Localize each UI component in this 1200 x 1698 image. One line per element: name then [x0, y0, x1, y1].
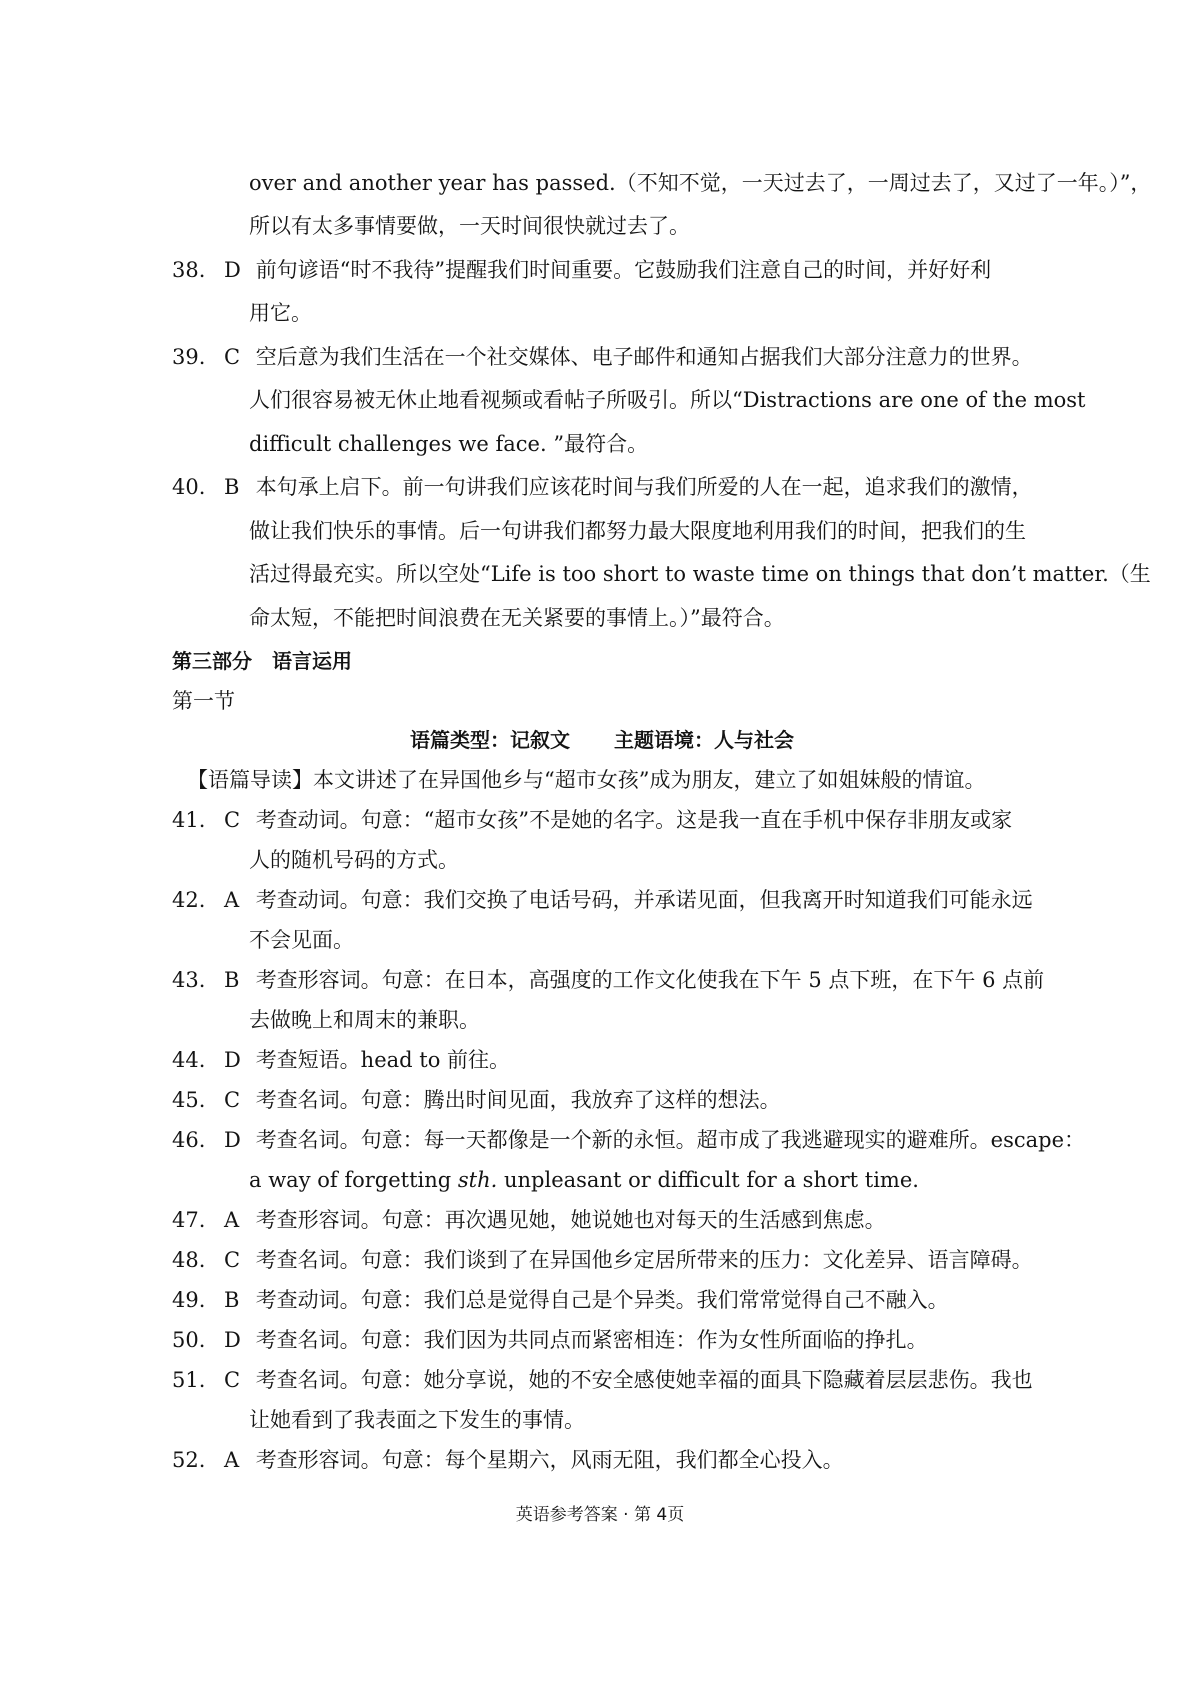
text-line: 命太短，不能把时间浪费在无关紧要的事情上。）”最符合。 [249, 606, 785, 630]
item-number: 39. [172, 345, 206, 369]
passage-intro: 【语篇导读】本文讲述了在异国他乡与“超市女孩”成为朋友，建立了如姐妹般的情谊。 [187, 768, 986, 792]
item-explanation: 考查名词。句意：每一天都像是一个新的永恒。超市成了我逃避现实的避难所。escape： [255, 1128, 1086, 1152]
answer-item-49 [172, 1285, 1032, 1315]
item-answer: B [224, 1288, 240, 1312]
item-number: 45. [172, 1088, 206, 1112]
page-footer: 英语参考答案 · 第 4页 [515, 1505, 685, 1525]
text-line: 用它。 [249, 301, 312, 325]
text-line: 让她看到了我表面之下发生的事情。 [249, 1408, 585, 1432]
item-explanation: 考查动词。句意：我们交换了电话号码，并承诺见面，但我离开时知道我们可能永远 [255, 888, 1033, 912]
item-explanation: 考查名词。句意：她分享说，她的不安全感使她幸福的面具下隐藏着层层悲伤。我也 [255, 1368, 1033, 1392]
item-explanation: 空后意为我们生活在一个社交媒体、电子邮件和通知占据我们大部分注意力的世界。 [255, 345, 1033, 369]
answer-item-45 [172, 1085, 1032, 1115]
item-answer: A [224, 1448, 240, 1472]
item-number: 44. [172, 1048, 206, 1072]
item-explanation: 考查形容词。句意：在日本，高强度的工作文化使我在下午 5 点下班，在下午 6 点前 [255, 968, 1045, 992]
passage-info [172, 725, 1032, 755]
text-line: 活过得最充实。所以空处“Life is too short to waste time on things that don’t matter.（生 [249, 562, 1151, 586]
item-answer: C [224, 345, 241, 369]
item-number: 52. [172, 1448, 206, 1472]
part-heading: 第三部分 语言运用 [172, 649, 352, 673]
item-explanation: 考查名词。句意：我们因为共同点而紧密相连：作为女性所面临的挣扎。 [255, 1328, 928, 1352]
answer-item-48 [172, 1245, 1032, 1275]
answer-item-43 [172, 965, 1045, 995]
item-answer: D [224, 258, 241, 282]
item-number: 42. [172, 888, 206, 912]
item-number: 43. [172, 968, 206, 992]
item-number: 38. [172, 258, 206, 282]
answer-item-42 [172, 885, 1032, 915]
item-answer: D [224, 1128, 241, 1152]
answer-item-40 [172, 472, 1032, 502]
item-number: 50. [172, 1328, 206, 1352]
passage-type: 语篇类型：记叙文 [410, 728, 570, 752]
item-answer: C [224, 808, 241, 832]
item-answer: D [224, 1048, 241, 1072]
item-number: 41. [172, 808, 206, 832]
answer-item-41 [172, 805, 1032, 835]
passage-theme: 主题语境：人与社会 [614, 728, 794, 752]
text-line: 人的随机号码的方式。 [249, 848, 459, 872]
item-explanation: 考查形容词。句意：每个星期六，风雨无阻，我们都全心投入。 [255, 1448, 844, 1472]
item-number: 47. [172, 1208, 206, 1232]
item-answer: C [224, 1248, 241, 1272]
item-answer: A [224, 888, 240, 912]
answer-item-51 [172, 1365, 1032, 1395]
item-explanation: 考查形容词。句意：再次遇见她，她说她也对每天的生活感到焦虑。 [255, 1208, 886, 1232]
answer-item-46 [172, 1125, 1086, 1155]
text-line: 做让我们快乐的事情。后一句讲我们都努力最大限度地利用我们的时间，把我们的生 [249, 519, 1026, 543]
item-explanation: 考查动词。句意：我们总是觉得自己是个异类。我们常常觉得自己不融入。 [255, 1288, 949, 1312]
text-line: 去做晚上和周末的兼职。 [249, 1008, 480, 1032]
item-answer: D [224, 1328, 241, 1352]
text-line: a way of forgetting sth. unpleasant or difficult for a short time. [249, 1168, 919, 1192]
item-number: 48. [172, 1248, 206, 1272]
section-heading: 第一节 [172, 689, 235, 713]
answer-item-47 [172, 1205, 1032, 1235]
item-explanation: 考查短语。head to 前往。 [255, 1048, 511, 1072]
item-number: 40. [172, 475, 206, 499]
text-line: 所以有太多事情要做，一天时间很快就过去了。 [249, 214, 690, 238]
item-explanation: 考查名词。句意：我们谈到了在异国他乡定居所带来的压力：文化差异、语言障碍。 [255, 1248, 1033, 1272]
answer-item-50 [172, 1325, 1032, 1355]
text-line: 人们很容易被无休止地看视频或看帖子所吸引。所以“Distractions are one of the most [249, 388, 1086, 412]
answer-item-39 [172, 342, 1032, 372]
item-answer: C [224, 1088, 241, 1112]
text-line: over and another year has passed.（不知不觉，一天过去了，一周过去了，又过了一年。）”， [249, 171, 1152, 195]
item-explanation: 考查动词。句意：“超市女孩”不是她的名字。这是我一直在手机中保存非朋友或家 [255, 808, 1013, 832]
item-explanation: 本句承上启下。前一句讲我们应该花时间与我们所爱的人在一起，追求我们的激情， [255, 475, 1033, 499]
item-number: 46. [172, 1128, 206, 1152]
text-line: difficult challenges we face. ”最符合。 [249, 432, 649, 456]
item-answer: B [224, 968, 240, 992]
item-number: 51. [172, 1368, 206, 1392]
item-number: 49. [172, 1288, 206, 1312]
text-line: 不会见面。 [249, 928, 354, 952]
answer-item-44 [172, 1045, 1032, 1075]
item-answer: B [224, 475, 240, 499]
item-explanation: 前句谚语“时不我待”提醒我们时间重要。它鼓励我们注意自己的时间，并好好利 [255, 258, 992, 282]
item-answer: A [224, 1208, 240, 1232]
item-answer: C [224, 1368, 241, 1392]
answer-item-52 [172, 1445, 1032, 1475]
answer-item-38 [172, 255, 1032, 285]
item-explanation: 考查名词。句意：腾出时间见面，我放弃了这样的想法。 [255, 1088, 781, 1112]
